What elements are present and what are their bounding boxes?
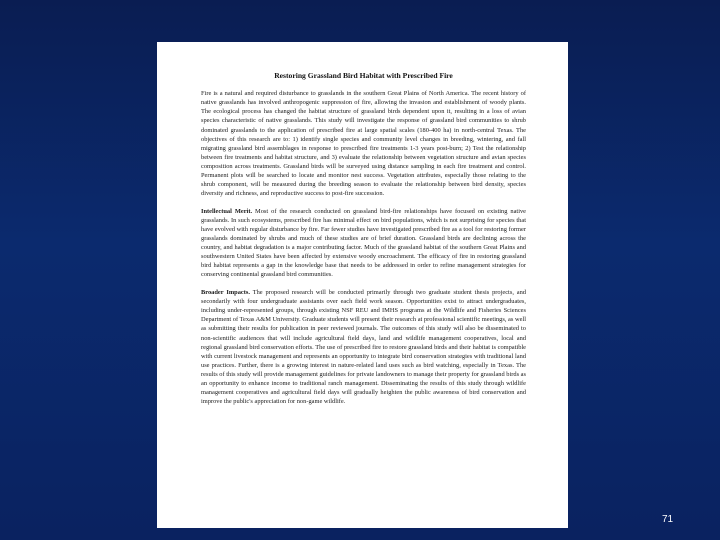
broader-impacts-paragraph	[201, 288, 526, 406]
document-title: Restoring Grassland Bird Habitat with Prescribed Fire	[274, 71, 453, 80]
intellectual-merit-paragraph	[201, 207, 526, 279]
broader-impacts-text: The proposed research will be conducted primarily through two graduate student thesis projects, and secondarily with four undergraduate assistants over each field work season. Opportunities exist to attract undergraduates, including under-represented groups, through existing NSF REU and IMHS programs at the Wildlife and Fisheries Sciences Department of Texas A&M University. Graduate students will present their research at professional scientific meetings, as well as submitting their results for publication in peer reviewed journals. The outcomes of this study will also be disseminated to non-scientific audiences that will include agricultural field days, land and wildlife management cooperatives, local and regional grassland bird conservation efforts. The use of prescribed fire to restore grassland birds and their habitat is compatible with current livestock management and represents an opportunity to integrate bird conservation strategies with traditional land use practices. Further, there is a growing interest in nature-related land uses such as bird watching, especially in Texas. The results of this study will provide management guidelines for private landowners to manage their property for grassland birds as an opportunity to enhance income to traditional ranch management. Disseminating the results of this study through wildlife management cooperatives and agricultural field days will gradually heighten the public awareness of bird conservation and improve the public's appreciation for non-game wildlife.	[201, 289, 526, 405]
broader-impacts-heading: Broader Impacts.	[201, 289, 250, 297]
slide-page-number: 71	[662, 514, 674, 525]
summary-paragraph-text: Fire is a natural and required disturbance to grasslands in the southern Great Plains of North America. The recent history of native grasslands has involved anthropogenic suppression of fire, allowing the invasion and establishment of woody plants. The ecological process has changed the habitat structure of grassland birds dependent upon it, resulting in a loss of avian species characteristic of native grasslands. This study will investigate the response of grassland bird communities to shrub dominated grasslands to the application of prescribed fire at large spatial scales (180-400 ha) in north-central Texas. The objectives of this research are to: 1) identify single species and community level changes in breeding, wintering, and fall migrating grassland bird assemblages in response to prescribed fire treatments 1-3 years post-burn; 2) Test the relationship between fire treatments and habitat structure, and 3) evaluate the relationship between vegetation structure and avian species composition across treatments. Grassland birds will be surveyed using distance sampling in each fire treatment and control. Permanent plots will be searched to locate and monitor nest success. Vegetation attributes, especially those relating to the shrub component, will be measured during the breeding season to evaluate the relationship between bird density, species diversity and richness, and reproductive success to post-fire succession.	[201, 90, 526, 197]
summary-paragraph	[201, 89, 526, 198]
intellectual-merit-heading: Intellectual Merit.	[201, 207, 253, 215]
intellectual-merit-text: Most of the research conducted on grassland bird-fire relationships have focused on existing native grasslands. In such ecosystems, prescribed fire has minimal effect on bird populations, which is not surprising for species that have evolved with regular disturbance by fire. Far fewer studies have investigated prescribed fire as a tool for restoring former grasslands dominated by shrubs and much of these studies are of brief duration. Grassland birds are declining across the country, and habitat degradation is a major contributing factor. Much of the grassland habitat of the southern Great Plains and southwestern United States have been affected by extensive woody encroachment. The efficacy of fire in restoring grassland bird habitat represents a gap in the knowledge base that needs to be addressed in order to refine management strategies for conserving continental grassland bird communities.	[201, 207, 526, 279]
document-page	[157, 42, 568, 528]
